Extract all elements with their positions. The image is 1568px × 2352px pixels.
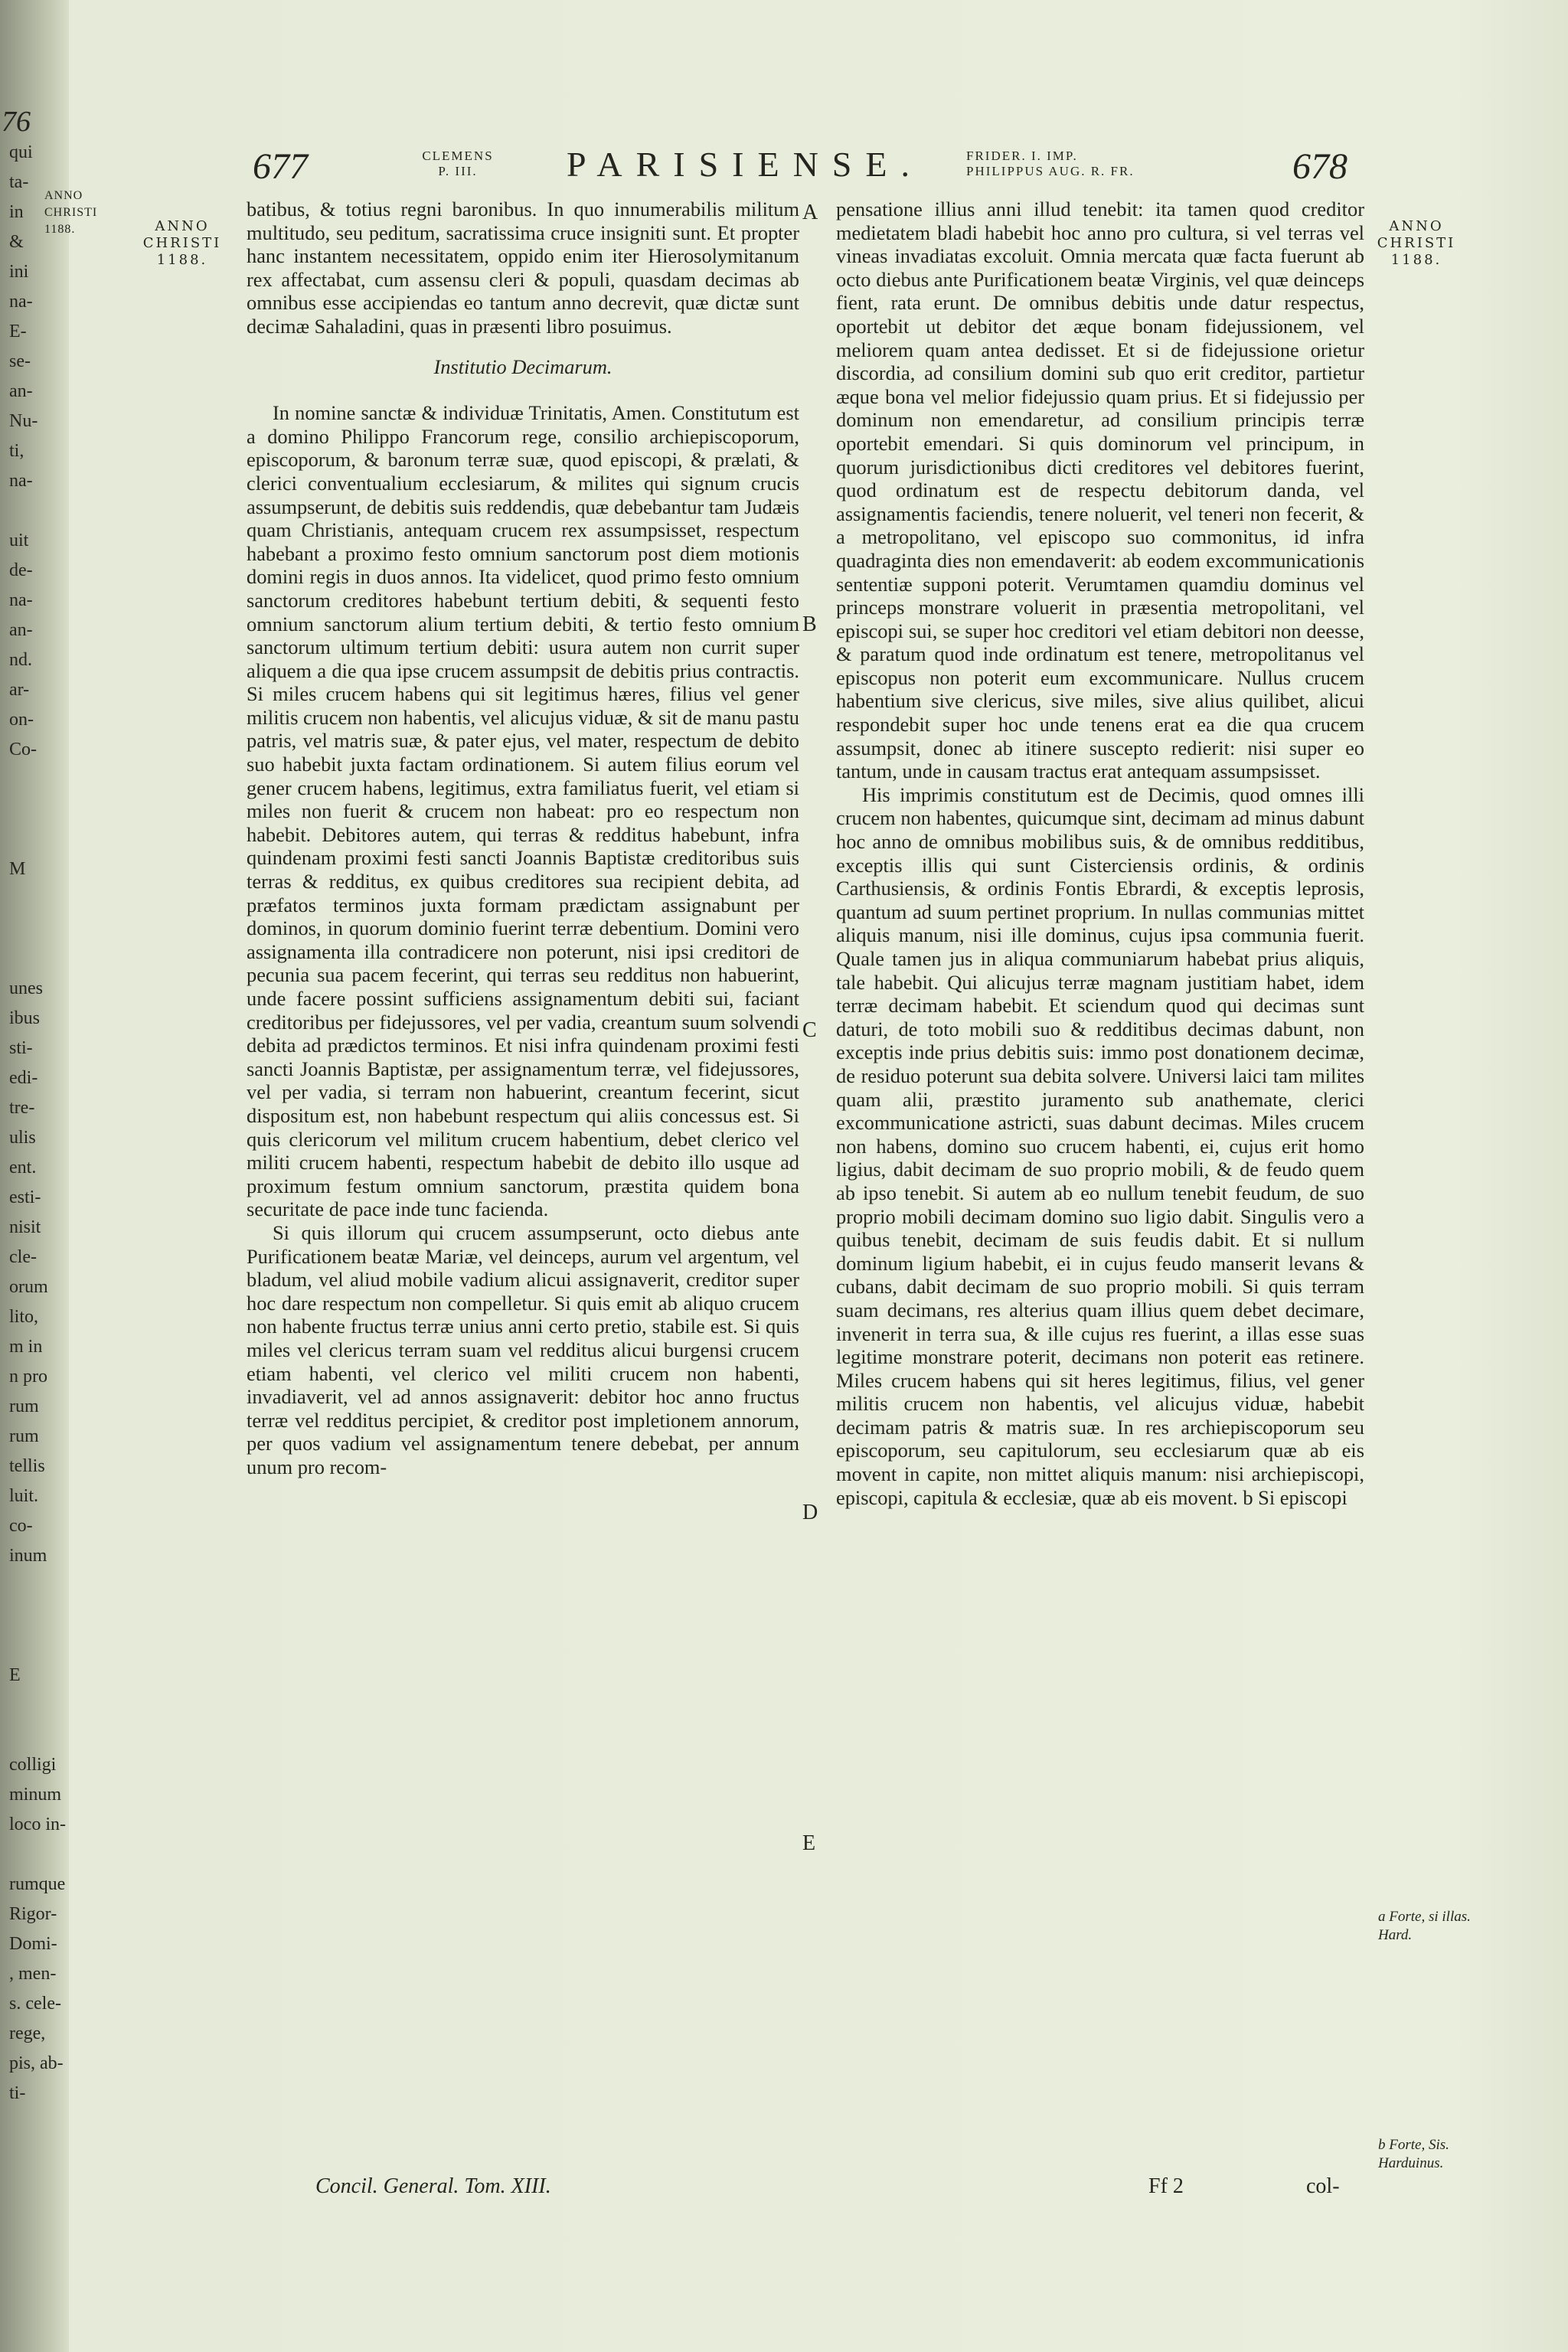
right-column [836, 198, 1364, 1509]
section-letter-e: E [802, 1831, 816, 1855]
previous-page-number: 76 [2, 106, 31, 138]
vadium-paragraph: Si quis illorum qui crucem assumpserunt, octo diebus ante Purificationem beatæ Mariæ, vel deinceps, aurum vel argentum, vel bladum, vel aliud mobile vadium alicui assignaverit, creditor super hoc dare respectum non compelletur. Si quis emit ab aliquo crucem non habente fructus terræ unius anni certo pretio, stabile est. Si quis miles vel clericus terram suam vel redditus alicui burgensi crucem etiam habenti, vel clerico vel militi crucem non habenti, invadiaverit, vel ad annos assignaverit: debitor hoc anno fructus terræ vel redditus percipiet, & creditor post impletionem annorum, per quos vadium vel assignamentum tenere debebat, per annum unum pro recom- [247, 1220, 799, 1478]
right-running-reference: FRIDER. I. IMP. PHILIPPUS AUG. R. FR. [966, 149, 1135, 178]
section-letter-d: D [802, 1501, 818, 1524]
section-heading: Institutio Decimarum. [433, 354, 612, 378]
page-number-right: 678 [1292, 146, 1348, 187]
year-margin-left: ANNO CHRISTI 1188. [142, 218, 222, 268]
previous-page-edge [0, 0, 98, 2352]
running-title: PARISIENSE. [567, 145, 923, 184]
institution-paragraph: In nomine sanctæ & individuæ Trinitatis, Amen. Constitutum est a domino Philippo Francorum rege, consilio archiepiscoporum, episcoporum, & baronum terræ suæ, quod episcopi, & prælati, & clerici conventualium ecclesiarum, & milites qui signum crucis assumpserunt, de debitis suis reddendis, quæ debebantur tam Judæis quam Christianis, antequam crucem rex assumpsisset, respectum habebant a proximo festo omnium sanctorum post diem motionis domini regis in duos annos. Ita videlicet, quod primo festo omnium sanctorum creditores habebunt tertium debiti, & sequenti festo omnium sanctorum alium tertium debiti, & tertio festo omnium sanctorum ultimum tertium debiti: usura autem non currit super aliquem a die qua ipse crucem assumpsit de debitis prius contractis. Si miles crucem habens qui sit legitimus hæres, filius vel gener militis crucem non habentis, vel alicujus viduæ, & sit de manu pastu patris, vel matris suæ, & pater ejus, vel mater, respectum de debito suo habebit juxta factam ordinationem. Si autem filius eorum vel gener crucem habens, legitimus, extra familiatus fuerit, vel etiam si miles non fuerit & crucem non habeat: pro eo respectum non habebit. Debitores autem, qui terras & redditus habebunt, infra quindenam proximi festi sancti Joannis Baptistæ creditoribus suis terras & redditus, ex quibus creditores sua recipient debita, ad præfatos terminos juxta formam prædictam assignabunt per dominos, in quorum dominio fuerint terræ debentium. Domini vero assignamenta illa contradicere non poterunt, nisi ipsi creditori de pecunia sua pacem fecerint, qui terras seu redditus non habuerint, unde facere possint sufficiens assignamentum debiti sui, faciant creditoribus per fidejussores, vel per vadia, creantum suum solvendi debita ad prædictos terminos. Et nisi infra quindenam proximi festi sancti Joannis Baptistæ, per assignamentum terræ, vel fidejussores, vel per vadia, si terram non habuerint, creantum fecerint, sicut dispositum est, non habebunt respectum qui aliis concessus est. Si quis clericorum vel militum crucem habentium, debet clerico vel militi crucem habenti, respectum habebit de debito illo usque ad proximum festum omnium sanctorum, præstita quidem bona securitate de pace inde tunc facienda. [247, 401, 799, 1221]
continuation-paragraph: pensatione illius anni illud tenebit: ita tamen quod creditor medietatem bladi habebit hoc anno pro cultura, si vel terras vel vineas invadiatas excoluit. Omnia mercata quæ facta fuerunt ab octo diebus ante Purificationem beatæ Virginis, vel quæ deinceps fient, rata erunt. De omnibus debitis unde datur respectus, oportebit ut debitor det æque bonam fidejussionem, vel meliorem quam antea dedisset. Et si de fidejussione orietur discordia, ad consilium domini sub quo erit creditor, partietur æque bona vel melior fidejussio quam prius. Et si fidejussio per dominum non emendaretur, ad consilium principis terræ oportebit emendari. Si quis dominorum vel principum, in quorum jurisdictionibus dicti creditores vel debitores fuerint, quod ordinatum est de respectu debitorum danda, vel assignamentis faciendis, tenere noluerit, vel teneri non fecerit, & a metropolitano, vel episcopo suo commonitus, id infra quadraginta dies non emendaverit: ab eodem excommunicationis sententiæ supponi poterit. Verumtamen quamdiu dominus vel princeps monstrare voluerit in præsentia metropolitani, vel episcopi sui, se super hoc creditori vel etiam debitori non deesse, & paratum quod inde ordinatum est tenere, metropolitanus vel episcopus non poterit eum excommunicare. Nullus crucem habentium sive clericus, sive miles, sive alius quilibet, alicui respondebit super hoc unde tenens erat ea die qua crucem assumpsit, donec ab itinere suscepto redierit: nisi super eo tantum, unde in causam tractus erat antequam assumpsisset. [836, 198, 1364, 783]
year-margin-right: ANNO CHRISTI 1188. [1377, 218, 1456, 268]
intro-paragraph: batibus, & totius regni baronibus. In quo innumerabilis militum multitudo, seu peditum, sacratissima cruce insigniti sunt. Et propter hanc instantem necessitatem, oppido enim iter Hierosolymitanum rex affectabat, cum assensu cleri & populi, quasdam decimas ab omnibus esse accipiendas eo tantum anno decrevit, quæ dictæ sunt decimæ Sahaladini, quas in præsenti libro posuimus. [247, 198, 799, 338]
section-letter-c: C [802, 1018, 817, 1042]
section-letter-a: A [802, 201, 818, 224]
previous-page-year: ANNO CHRISTI 1188. [44, 189, 98, 236]
left-column [247, 198, 799, 1478]
footer-reference: Concil. General. Tom. XIII. [315, 2174, 551, 2198]
left-running-reference: CLEMENS P. III. [422, 149, 494, 178]
page-number-left: 677 [253, 146, 308, 187]
footnote-a: a Forte, si illas. Hard. [1378, 1909, 1471, 1943]
decimis-paragraph: His imprimis constitutum est de Decimis, quod omnes illi crucem non habentes, quicumque sint, decimam ad minus dabunt hoc anno de omnibus mobilibus suis, & de omnibus redditibus, exceptis illis qui sunt Cisterciensis ordinis, & ordinis Carthusiensis, & ordinis Fontis Ebrardi, & exceptis leprosis, quantum ad suum pertinet proprium. In nullas communias mittet aliquis manum, nisi ille dominus, cujus ipsa communia fuerit. Quale tamen jus in aliqua communiarum habebat prius aliquis, tale habebit. Qui alicujus terræ magnam justitiam habet, idem terræ decimam habebit. Et sciendum quod qui decimas sunt daturi, de toto mobili suo & redditibus decimas dabunt, non exceptis inde prius debitis suis: immo post donationem decimæ, de residuo poterunt sua debita solvere. Universi laici tam milites quam alii, præstito juramento sub anathemate, clerici excommunicatione astricti, suas dabunt decimas. Miles crucem non habens, domino suo crucem habenti, ei, cujus erit homo ligius, dabit decimam de suo proprio mobili, & de feudo quem ab ipso tenebit. Si autem ab eo nullum tenebit feudum, de suo proprio mobili decimam domino suo ligio dabit. Singulis vero a quibus tenebit, decimam de suis feudis dabit. Et si nullum dominum ligium habebit, ei in cujus feudo manserit levans & cubans, dabit decimam de suo proprio mobili. Si quis terram suam decimans, res alterius quam illius quem debet decimare, invenerit in terra sua, & ille cujus res fuerint, a illas esse suas legitime monstrare poterit, decimans non poterit eas retinere. Miles crucem habens qui sit heres legitimus, filius, vel gener militis crucem non habentis, vel alicujus viduæ, habebit decimam patris & matris suæ. In res archiepiscoporum seu episcoporum, seu capitulorum, seu ecclesiarum quæ ab eis movent in capite, non mittet aliquis manum: nisi archiepiscopi, episcopi, capitula & ecclesiæ, quæ ab eis movent. b Si episcopi [836, 782, 1364, 1509]
footnote-b: b Forte, Sis. Harduinus. [1378, 2137, 1449, 2171]
section-letter-b: B [802, 612, 817, 636]
catchword: col- [1306, 2174, 1340, 2198]
signature-mark: Ff 2 [1148, 2174, 1184, 2198]
previous-page-fragments: qui ta- in & ini na- E- se- an- Nu- ti, na- uit de- na- an- nd. ar- on- Co- M unes ibus sti- edi- tre- ulis ent. esti- nisit cle- orum lito, m in n pro rum rum tellis luit. co- inum E colligi minum loco in- rumque Rigor- Domi- , men- s. cele- rege, pis, ab- ti- [9, 142, 66, 2103]
